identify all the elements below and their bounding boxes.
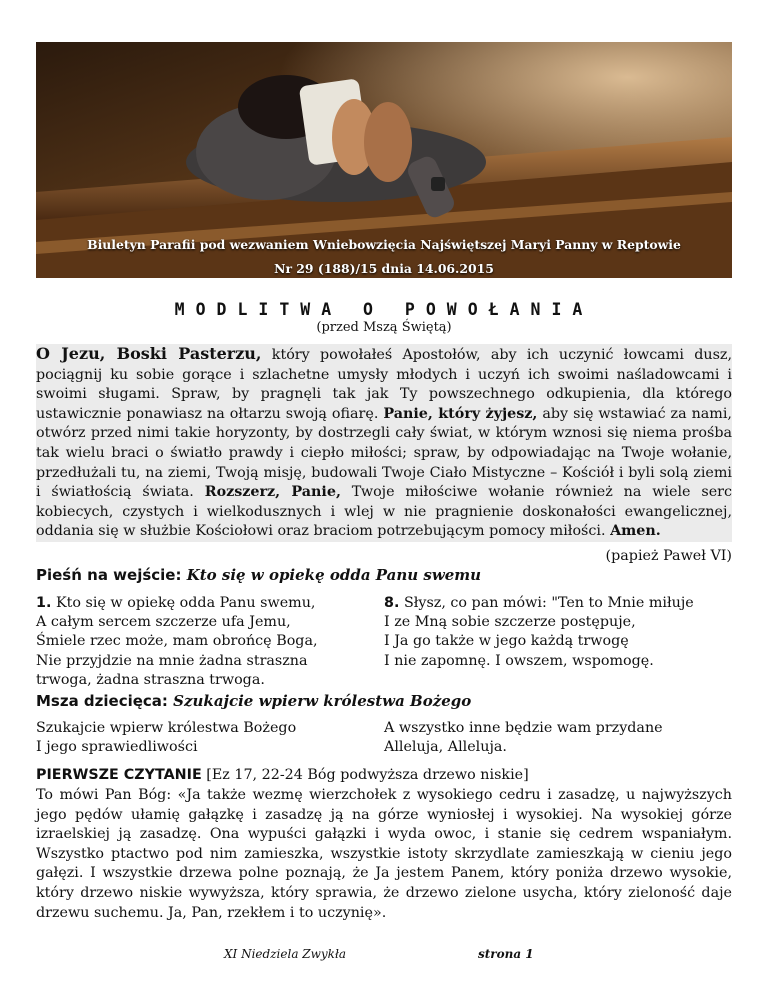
verse-line: Szukajcie wpierw królestwa Bożego <box>36 720 297 736</box>
verse-line: I jego sprawiedliwości <box>36 739 198 756</box>
reading-label: PIERWSZE CZYTANIE <box>36 767 202 783</box>
bulletin-title: Biuletyn Parafii pod wezwaniem Wniebowzięcia Najświętszej Maryi Panny w Reptowie <box>87 237 681 252</box>
verse-line: Nie przyjdzie na mnie żadna straszna <box>36 652 308 669</box>
page-number: strona 1 <box>478 947 534 961</box>
song1-label: Pieśń na wejście: <box>36 566 182 584</box>
verse-line: I Ja go także w jego każdą trwogę <box>384 633 629 650</box>
verse-line <box>384 594 734 613</box>
issue-number: Nr 29 (188)/15 dnia 14.06.2015 <box>274 261 494 276</box>
verse-line: A całym sercem szczerze ufa Jemu, <box>36 614 291 631</box>
verse-number: 1. <box>36 595 52 611</box>
reading-heading <box>36 767 529 783</box>
song1-heading <box>36 566 481 584</box>
footer-sunday: XI Niedziela Zwykła <box>224 947 346 961</box>
song1-title: Kto się w opiekę odda Panu swemu <box>186 566 482 584</box>
header-photo <box>36 42 732 278</box>
reading-reference: [Ez 17, 22-24 Bóg podwyższa drzewo niskie] <box>201 767 529 783</box>
verse-line: I nie zapomnę. I owszem, wspomogę. <box>384 652 654 669</box>
prayer-text-3: Twoje miłościwe wołanie również na wiele serc kobiecych, czystych i wielkodusznych i wlej w nie pragnienie doskonałości ewangelicznej, oddania się w służbie Kościołowi oraz braciom potrzebującym pomocy miłości. <box>36 484 733 540</box>
verse-line: Śmiele rzec może, mam obrońcę Boga, <box>36 633 318 650</box>
verse-line: A wszystko inne będzie wam przydane <box>384 720 663 736</box>
song1-verse-1 <box>36 594 366 690</box>
verse-line: Alleluja, Alleluja. <box>384 739 507 756</box>
prayer-text-1: który powołałeś Apostołów, aby ich uczynić łowcami dusz, pociągnij ku sobie gorące i szlachetne umysły młodych i uczyń ich swoimi naśladowcami i swoimi sługami. Spraw, by pragnęli tak jak Ty powszechnego odkupienia, dla którego ustawicznie ponawiasz na ołtarzu swoją ofiarę. <box>36 347 732 422</box>
prayer-attribution: (papież Paweł VI) <box>605 548 732 564</box>
verse-number: 8. <box>384 595 400 611</box>
song2-label: Msza dziecięca: <box>36 692 168 710</box>
song1-verse-8 <box>384 594 734 671</box>
prayer-amen: Amen. <box>610 523 661 540</box>
song2-right <box>384 719 734 757</box>
song2-heading <box>36 692 471 710</box>
prayer-text-2: aby się wstawiać za nami, otwórz przed nimi takie horyzonty, by dostrzegli cały świat, w którym wznosi się niema prośba tak wielu braci o światło prawdy i ciepło miłości; spraw, by odpowiadając na Twoje wołanie, przedłużali tu, na ziemi, Twoją misję, budowali Twoje Ciało Mistyczne – Kościół i byli solą ziemi i światłością świata. <box>36 405 732 501</box>
verse-line: trwoga, żadna straszna trwoga. <box>36 671 265 688</box>
verse-line <box>36 594 366 613</box>
prayer-bold-1: O Jezu, Boski Pasterzu, <box>36 344 262 363</box>
prayer-subtitle: (przed Mszą Świętą) <box>316 320 452 335</box>
verse-line-text: Słysz, co pan mówi: "Ten to Mnie miłuje <box>403 595 694 611</box>
reading-text: To mówi Pan Bóg: «Ja także wezmę wierzchołek z wysokiego cedru i zasadzę, u najwyższych jego pędów ułamię gałązkę i zasadzę ją na górze wyniosłej i wysokiej. Na wysokiej górze izraelskiej ją zasadzę. Ona wypuści gałązki i wyda owoc, i stanie się cedrem wspaniałym. Wszystko ptactwo pod nim zamieszka, wszystkie istoty skrzydlate zamieszkają w cieniu jego gałęzi. I wszystkie drzewa polne poznają, że Ja jestem Panem, który poniża drzewo wysokie, który drzewo niskie wywyższa, który sprawia, że drzewo zielone usycha, który zieloność daje drzewu suchemu. Ja, Pan, rzekłem i to uczynię». <box>36 787 732 921</box>
song2-left <box>36 719 366 757</box>
prayer-text <box>36 344 732 542</box>
verse-line-text: Kto się w opiekę odda Panu swemu, <box>55 595 316 611</box>
prayer-title: MODLITWA O POWOŁANIA <box>174 300 594 319</box>
prayer-bold-3: Rozszerz, Panie, <box>204 484 341 501</box>
song2-title: Szukajcie wpierw królestwa Bożego <box>173 692 472 710</box>
verse-line: I ze Mną sobie szczerze postępuje, <box>384 614 636 631</box>
prayer-bold-2: Panie, który żyjesz, <box>383 405 538 422</box>
